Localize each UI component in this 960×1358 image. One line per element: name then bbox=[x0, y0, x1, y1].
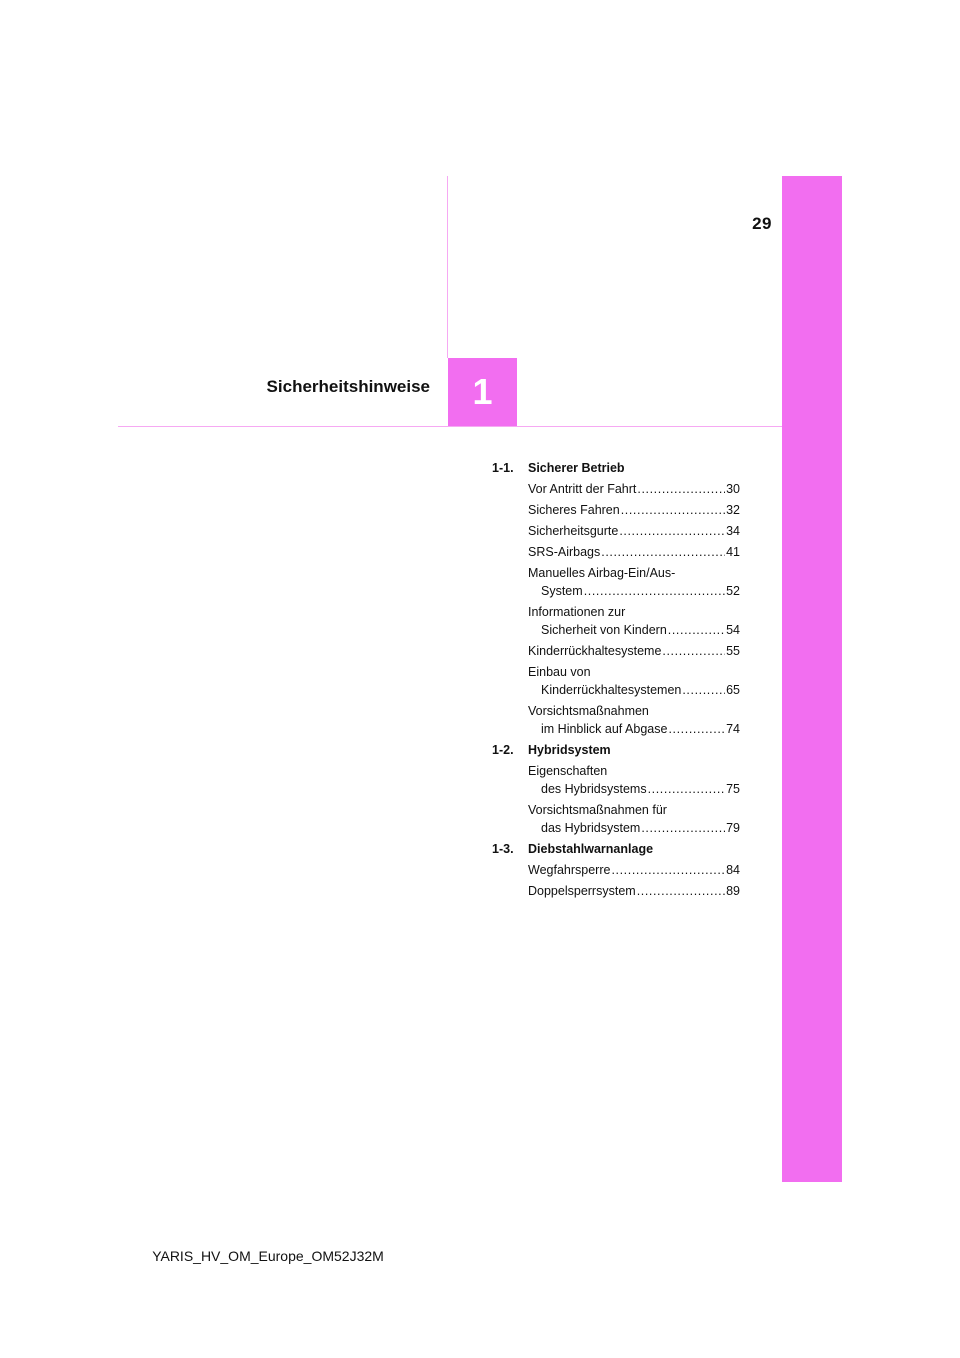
toc-entry-text: Vor Antritt der Fahrt bbox=[528, 482, 637, 496]
toc-entry-row bbox=[528, 681, 740, 699]
toc-entry-text: Vorsichtsmaßnahmen bbox=[528, 704, 649, 718]
toc-entry-text: Sicheres Fahren bbox=[528, 503, 620, 517]
toc-entry[interactable] bbox=[528, 480, 740, 498]
toc-leader-dots bbox=[648, 780, 726, 798]
toc-entry[interactable] bbox=[528, 564, 740, 600]
toc-entry[interactable] bbox=[528, 801, 740, 837]
toc-leader-dots bbox=[668, 621, 725, 639]
toc-entry-page: 32 bbox=[726, 503, 740, 517]
toc-entry-row bbox=[528, 642, 740, 660]
toc-entry-text: SRS-Airbags bbox=[528, 545, 601, 559]
toc-section-heading[interactable] bbox=[492, 459, 740, 477]
toc-leader-dots bbox=[611, 861, 725, 879]
toc-entry[interactable] bbox=[528, 861, 740, 879]
toc-entry-row bbox=[528, 861, 740, 879]
toc-section-title: Diebstahlwarnanlage bbox=[528, 842, 654, 856]
page-number: 29 bbox=[752, 214, 772, 233]
toc-entry-page: 89 bbox=[726, 884, 740, 898]
toc-entry-row bbox=[528, 819, 740, 837]
toc-entry[interactable] bbox=[528, 522, 740, 540]
toc-section-heading[interactable] bbox=[492, 840, 740, 858]
vertical-divider bbox=[447, 176, 448, 358]
toc-entry-page: 41 bbox=[726, 545, 740, 559]
toc-entry[interactable] bbox=[528, 882, 740, 900]
toc-entry-page: 55 bbox=[726, 644, 740, 658]
table-of-contents bbox=[492, 459, 740, 903]
toc-entry-page: 65 bbox=[726, 683, 740, 697]
toc-entry[interactable] bbox=[528, 501, 740, 519]
toc-entry-text: im Hinblick auf Abgase bbox=[541, 722, 668, 736]
toc-leader-dots bbox=[682, 681, 725, 699]
toc-entry-page: 84 bbox=[726, 863, 740, 877]
toc-entry-text: Kinderrückhaltesystemen bbox=[541, 683, 682, 697]
toc-leader-dots bbox=[637, 480, 725, 498]
toc-entry-row bbox=[528, 882, 740, 900]
toc-section-title: Sicherer Betrieb bbox=[528, 461, 625, 475]
toc-section-title: Hybridsystem bbox=[528, 743, 611, 757]
toc-entry-page: 75 bbox=[726, 782, 740, 796]
toc-leader-dots bbox=[621, 501, 725, 519]
toc-leader-dots bbox=[584, 582, 725, 600]
toc-entry-row bbox=[528, 621, 740, 639]
toc-entry-row bbox=[528, 522, 740, 540]
toc-entry[interactable] bbox=[528, 543, 740, 561]
toc-leader-dots bbox=[601, 543, 725, 561]
toc-section-number: 1-3. bbox=[492, 842, 514, 856]
toc-entry[interactable] bbox=[528, 762, 740, 798]
toc-section-number: 1-1. bbox=[492, 461, 514, 475]
toc-entry[interactable] bbox=[528, 642, 740, 660]
toc-entry-page: 52 bbox=[726, 584, 740, 598]
footer-doc-id: YARIS_HV_OM_Europe_OM52J32M bbox=[152, 1248, 384, 1264]
toc-entry-text: Doppelsperrsystem bbox=[528, 884, 636, 898]
toc-entry-page: 34 bbox=[726, 524, 740, 538]
toc-leader-dots bbox=[637, 882, 725, 900]
toc-entry-text: System bbox=[541, 584, 583, 598]
toc-entry[interactable] bbox=[528, 702, 740, 738]
chapter-title: Sicherheitshinweise bbox=[266, 377, 430, 396]
toc-entry-row bbox=[528, 480, 740, 498]
chapter-tab-band bbox=[782, 176, 842, 1182]
toc-entry-text: Manuelles Airbag-Ein/Aus- bbox=[528, 566, 676, 580]
chapter-number: 1 bbox=[472, 371, 493, 412]
toc-leader-dots bbox=[662, 642, 725, 660]
toc-section-number: 1-2. bbox=[492, 743, 514, 757]
toc-entry[interactable] bbox=[528, 663, 740, 699]
toc-entry-row bbox=[528, 582, 740, 600]
toc-entry-text: Informationen zur bbox=[528, 605, 626, 619]
toc-entry-text: Sicherheitsgurte bbox=[528, 524, 619, 538]
horizontal-divider bbox=[118, 426, 782, 427]
toc-entry-page: 54 bbox=[726, 623, 740, 637]
toc-entry[interactable] bbox=[528, 603, 740, 639]
toc-entry-row bbox=[528, 501, 740, 519]
toc-entry-text: Eigenschaften bbox=[528, 764, 608, 778]
toc-entry-text: das Hybridsystem bbox=[541, 821, 641, 835]
toc-entry-text: des Hybridsystems bbox=[541, 782, 647, 796]
toc-leader-dots bbox=[641, 819, 725, 837]
toc-entry-text: Kinderrückhaltesysteme bbox=[528, 644, 662, 658]
toc-entry-row bbox=[528, 780, 740, 798]
chapter-number-box bbox=[448, 358, 517, 426]
toc-section-heading[interactable] bbox=[492, 741, 740, 759]
toc-entry-text: Sicherheit von Kindern bbox=[541, 623, 667, 637]
toc-entry-row bbox=[528, 543, 740, 561]
toc-leader-dots bbox=[619, 522, 725, 540]
toc-entry-text: Einbau von bbox=[528, 665, 591, 679]
toc-entry-text: Wegfahrsperre bbox=[528, 863, 611, 877]
toc-leader-dots bbox=[668, 720, 725, 738]
toc-entry-page: 74 bbox=[726, 722, 740, 736]
toc-entry-text: Vorsichtsmaßnahmen für bbox=[528, 803, 667, 817]
toc-entry-page: 79 bbox=[726, 821, 740, 835]
toc-entry-page: 30 bbox=[726, 482, 740, 496]
toc-entry-row bbox=[528, 720, 740, 738]
